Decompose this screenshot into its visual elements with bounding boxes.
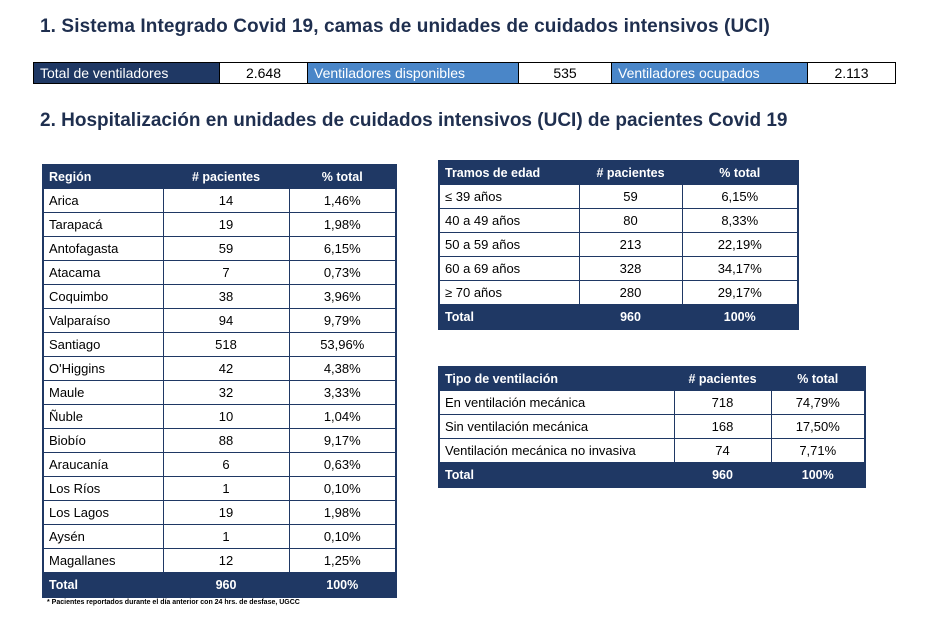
column-header: Región (43, 165, 163, 189)
percent-cell: 6,15% (289, 237, 396, 261)
patients-cell: 38 (163, 285, 289, 309)
patients-cell: 960 (674, 463, 771, 488)
patients-cell: 59 (163, 237, 289, 261)
percent-cell: 34,17% (682, 257, 798, 281)
percent-cell: 1,98% (289, 501, 396, 525)
table-row (439, 185, 798, 209)
column-header: Tramos de edad (439, 161, 579, 185)
table-row (439, 233, 798, 257)
section1-title: 1. Sistema Integrado Covid 19, camas de unidades de cuidados intensivos (UCI) (40, 16, 770, 37)
row-label-cell: Aysén (43, 525, 163, 549)
row-label-cell: 50 a 59 años (439, 233, 579, 257)
available-ventilators-value: 535 (519, 63, 612, 83)
section2-title: 2. Hospitalización en unidades de cuidados intensivos (UCI) de pacientes Covid 19 (40, 110, 788, 131)
row-label-cell: Ventilación mecánica no invasiva (439, 439, 674, 463)
percent-cell: 100% (682, 305, 798, 330)
table-row (439, 439, 865, 463)
row-label-cell: Maule (43, 381, 163, 405)
column-header: # pacientes (163, 165, 289, 189)
region-table-header (43, 165, 396, 189)
row-label-cell: Total (439, 305, 579, 330)
row-label-cell: Santiago (43, 333, 163, 357)
patients-cell: 1 (163, 525, 289, 549)
percent-cell: 3,33% (289, 381, 396, 405)
table-row (43, 213, 396, 237)
percent-cell: 53,96% (289, 333, 396, 357)
table-row (43, 429, 396, 453)
column-header: % total (771, 367, 865, 391)
percent-cell: 4,38% (289, 357, 396, 381)
patients-cell: 80 (579, 209, 682, 233)
percent-cell: 9,79% (289, 309, 396, 333)
percent-cell: 1,98% (289, 213, 396, 237)
ventilator-summary-bar (33, 62, 896, 84)
patients-cell: 518 (163, 333, 289, 357)
available-ventilators-label: Ventiladores disponibles (308, 63, 519, 83)
patients-cell: 32 (163, 381, 289, 405)
percent-cell: 29,17% (682, 281, 798, 305)
row-label-cell: O'Higgins (43, 357, 163, 381)
row-label-cell: Ñuble (43, 405, 163, 429)
table-row (43, 189, 396, 213)
percent-cell: 100% (289, 573, 396, 598)
patients-cell: 328 (579, 257, 682, 281)
occupied-ventilators-value: 2.113 (808, 63, 895, 83)
table-row (439, 415, 865, 439)
column-header: % total (289, 165, 396, 189)
patients-cell: 10 (163, 405, 289, 429)
patients-cell: 42 (163, 357, 289, 381)
table-row (43, 237, 396, 261)
percent-cell: 0,63% (289, 453, 396, 477)
row-label-cell: Valparaíso (43, 309, 163, 333)
row-label-cell: 60 a 69 años (439, 257, 579, 281)
percent-cell: 6,15% (682, 185, 798, 209)
percent-cell: 9,17% (289, 429, 396, 453)
table-row (439, 209, 798, 233)
patients-cell: 960 (163, 573, 289, 598)
patients-cell: 88 (163, 429, 289, 453)
patients-cell: 59 (579, 185, 682, 209)
row-label-cell: Arica (43, 189, 163, 213)
patients-cell: 12 (163, 549, 289, 573)
table-row (43, 405, 396, 429)
age-table-header (439, 161, 798, 185)
age-table (438, 160, 799, 330)
row-label-cell: Los Ríos (43, 477, 163, 501)
region-table (42, 164, 397, 598)
total-row (43, 573, 396, 598)
row-label-cell: Total (43, 573, 163, 598)
row-label-cell: ≥ 70 años (439, 281, 579, 305)
percent-cell: 100% (771, 463, 865, 488)
row-label-cell: Total (439, 463, 674, 488)
column-header: # pacientes (579, 161, 682, 185)
percent-cell: 1,04% (289, 405, 396, 429)
percent-cell: 1,25% (289, 549, 396, 573)
row-label-cell: Biobío (43, 429, 163, 453)
table-row (439, 281, 798, 305)
row-label-cell: Atacama (43, 261, 163, 285)
patients-cell: 213 (579, 233, 682, 257)
percent-cell: 17,50% (771, 415, 865, 439)
row-label-cell: ≤ 39 años (439, 185, 579, 209)
patients-cell: 74 (674, 439, 771, 463)
patients-cell: 19 (163, 501, 289, 525)
percent-cell: 3,96% (289, 285, 396, 309)
table-row (43, 309, 396, 333)
patients-cell: 280 (579, 281, 682, 305)
table-row (43, 381, 396, 405)
row-label-cell: Los Lagos (43, 501, 163, 525)
table-row (43, 285, 396, 309)
table-row (439, 257, 798, 281)
column-header: Tipo de ventilación (439, 367, 674, 391)
column-header: % total (682, 161, 798, 185)
patients-cell: 19 (163, 213, 289, 237)
table-row (439, 391, 865, 415)
total-row (439, 305, 798, 330)
patients-cell: 718 (674, 391, 771, 415)
patients-cell: 1 (163, 477, 289, 501)
table-row (43, 261, 396, 285)
patients-cell: 960 (579, 305, 682, 330)
patients-cell: 168 (674, 415, 771, 439)
footnote: * Pacientes reportados durante el día anterior con 24 hrs. de desfase, UGCC (47, 599, 300, 606)
patients-cell: 6 (163, 453, 289, 477)
percent-cell: 1,46% (289, 189, 396, 213)
total-row (439, 463, 865, 488)
table-row (43, 501, 396, 525)
total-ventilators-label: Total de ventiladores (34, 63, 220, 83)
patients-cell: 14 (163, 189, 289, 213)
row-label-cell: Coquimbo (43, 285, 163, 309)
row-label-cell: Tarapacá (43, 213, 163, 237)
table-row (43, 333, 396, 357)
percent-cell: 22,19% (682, 233, 798, 257)
column-header: # pacientes (674, 367, 771, 391)
percent-cell: 0,10% (289, 525, 396, 549)
percent-cell: 0,73% (289, 261, 396, 285)
occupied-ventilators-label: Ventiladores ocupados (612, 63, 808, 83)
patients-cell: 94 (163, 309, 289, 333)
ventilation-table-header (439, 367, 865, 391)
row-label-cell: Antofagasta (43, 237, 163, 261)
total-ventilators-value: 2.648 (220, 63, 308, 83)
row-label-cell: Araucanía (43, 453, 163, 477)
percent-cell: 8,33% (682, 209, 798, 233)
table-row (43, 525, 396, 549)
patients-cell: 7 (163, 261, 289, 285)
percent-cell: 0,10% (289, 477, 396, 501)
row-label-cell: 40 a 49 años (439, 209, 579, 233)
table-row (43, 477, 396, 501)
percent-cell: 7,71% (771, 439, 865, 463)
table-row (43, 453, 396, 477)
row-label-cell: En ventilación mecánica (439, 391, 674, 415)
table-row (43, 357, 396, 381)
table-row (43, 549, 396, 573)
row-label-cell: Sin ventilación mecánica (439, 415, 674, 439)
row-label-cell: Magallanes (43, 549, 163, 573)
ventilation-table (438, 366, 866, 488)
percent-cell: 74,79% (771, 391, 865, 415)
